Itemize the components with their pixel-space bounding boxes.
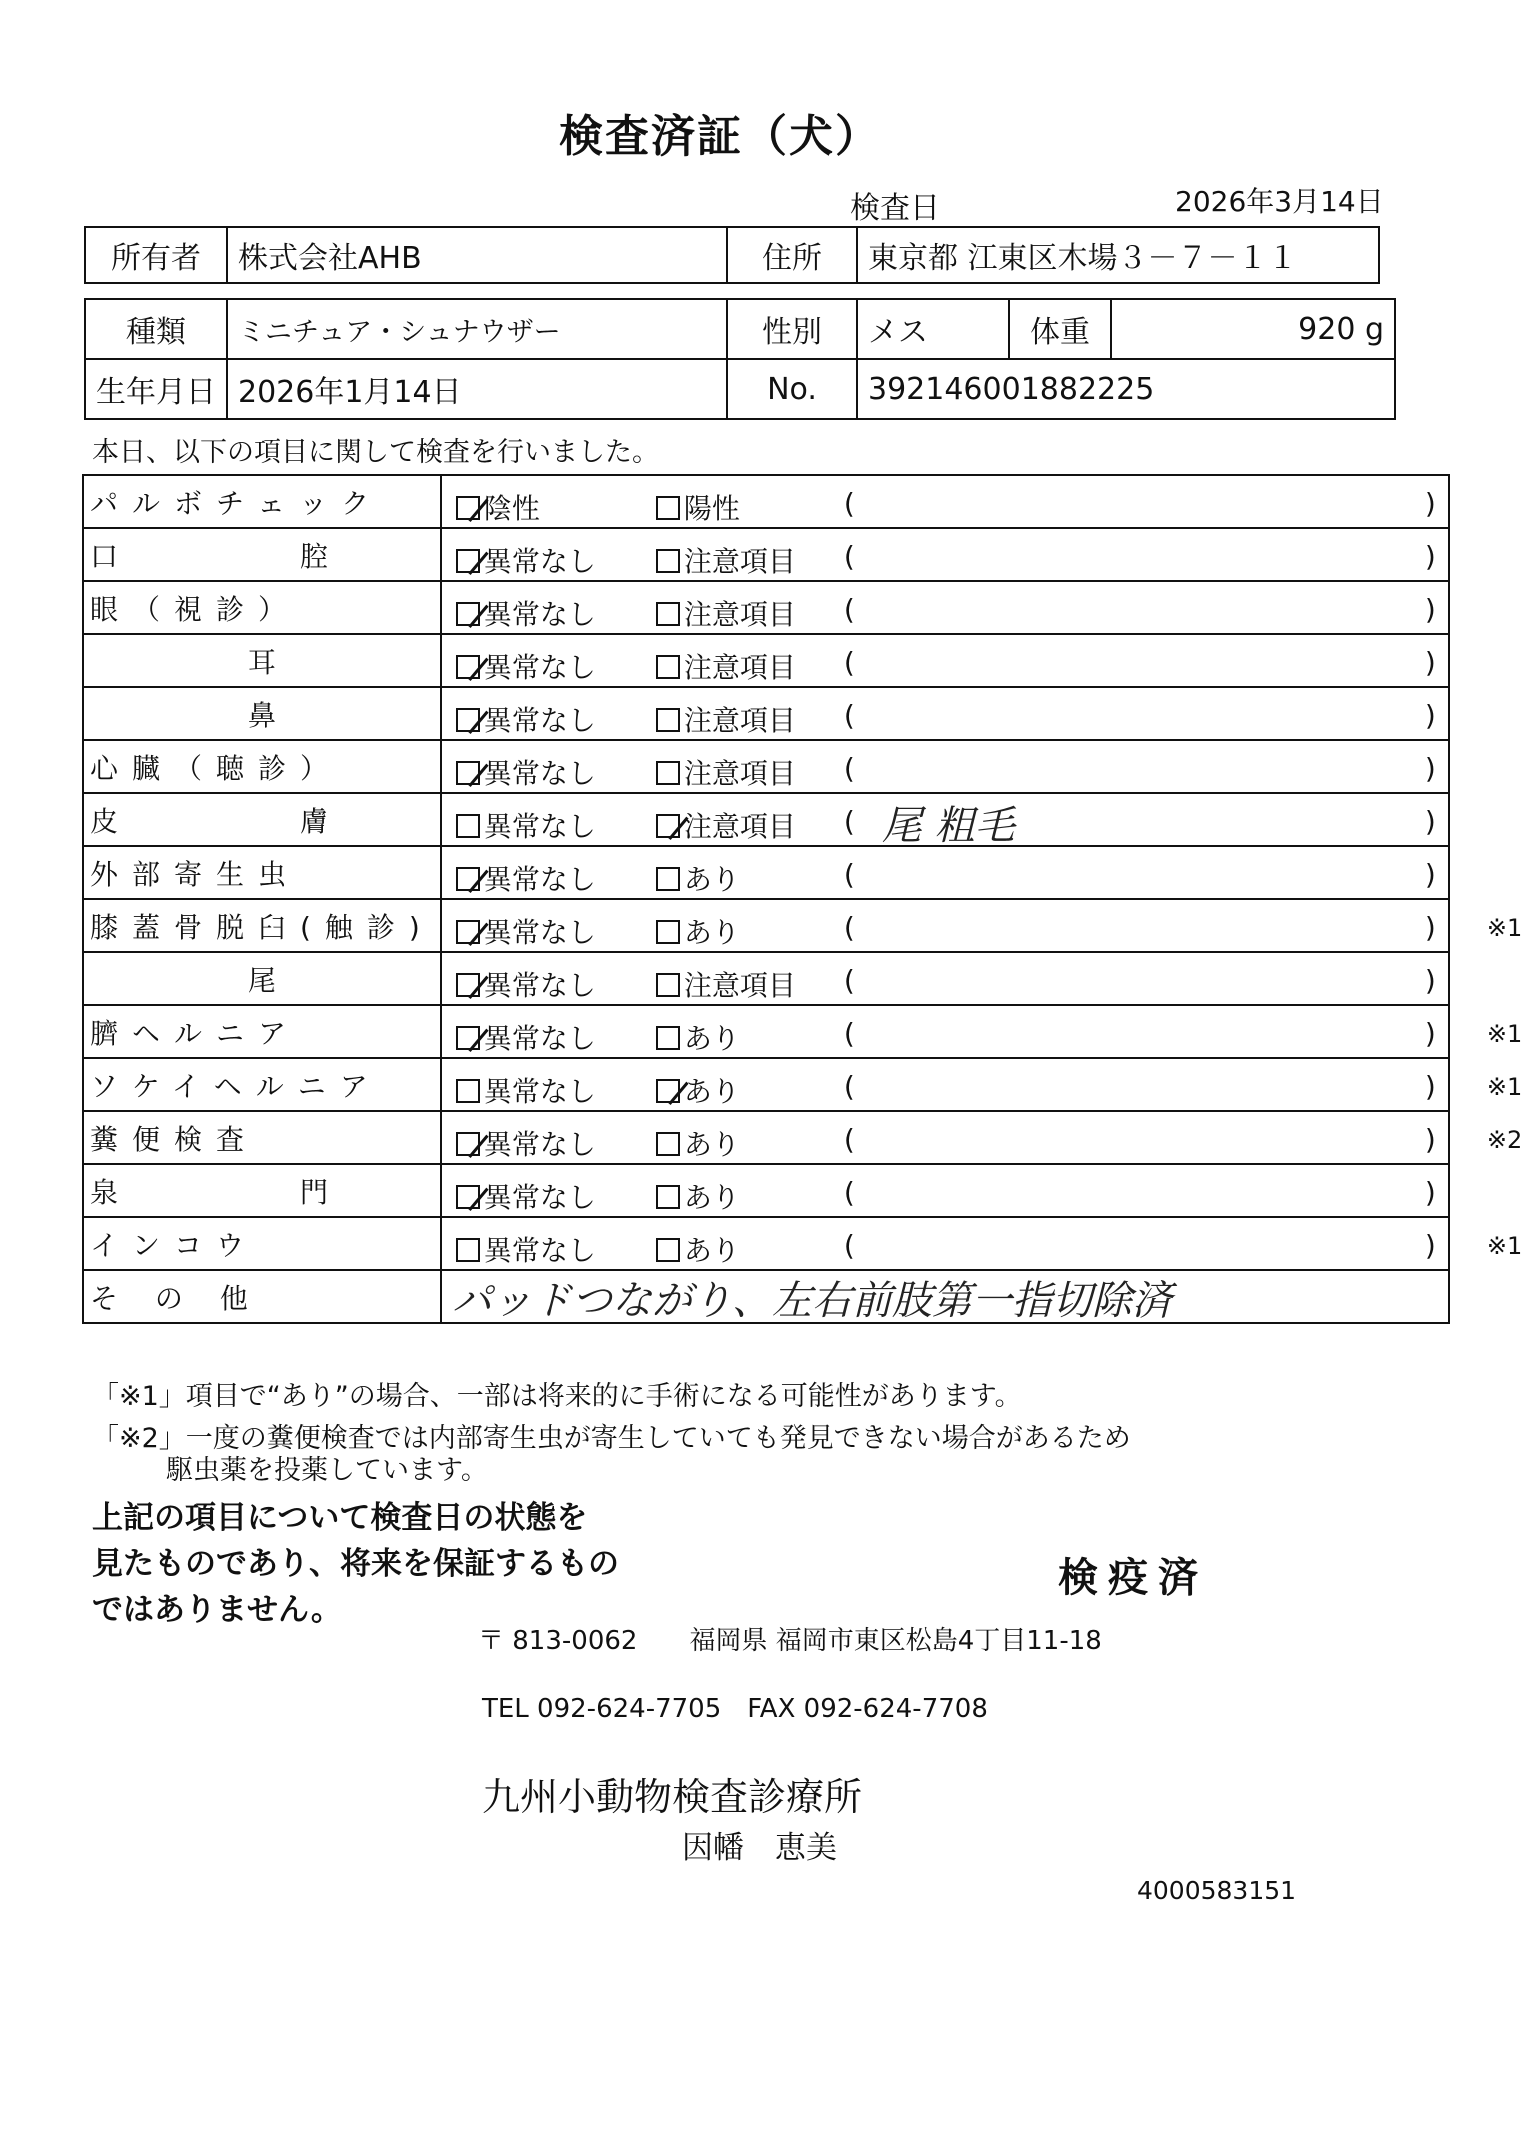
- address-value: 東京都 江東区木場３－７－１１: [857, 227, 1379, 283]
- option-attention[interactable]: [656, 593, 796, 633]
- footnote-marker: ※1: [1486, 1073, 1522, 1101]
- clinic-name: 九州小動物検査診療所: [482, 1775, 863, 1819]
- checkbox-icon[interactable]: [656, 1238, 680, 1262]
- remark-open-paren: (: [843, 752, 855, 785]
- exam-item-label: 泉 門: [83, 1164, 441, 1217]
- exam-row: [83, 581, 1449, 634]
- checkbox-icon[interactable]: [656, 867, 680, 891]
- option-label: 異常なし: [483, 757, 596, 790]
- checkbox-icon[interactable]: [656, 920, 680, 944]
- option-normal[interactable]: [456, 699, 596, 739]
- option-label: あり: [683, 916, 740, 949]
- checkbox-icon[interactable]: [456, 867, 480, 891]
- option-attention[interactable]: [656, 540, 796, 580]
- checkbox-icon[interactable]: [456, 496, 480, 520]
- cert-line: 見たものであり、将来を保証するもの: [92, 1546, 619, 1582]
- remark-close-paren: ): [1424, 646, 1436, 679]
- option-normal[interactable]: [456, 540, 596, 580]
- exam-row: [83, 475, 1449, 528]
- checkbox-icon[interactable]: [656, 708, 680, 732]
- option-attention[interactable]: [656, 1176, 740, 1216]
- option-normal[interactable]: [456, 752, 596, 792]
- remark-open-paren: (: [843, 911, 855, 944]
- footnote-marker: ※1: [1486, 1232, 1522, 1260]
- exam-item-label: インコウ: [83, 1217, 441, 1270]
- option-label: 異常なし: [483, 651, 596, 684]
- option-label: 異常なし: [483, 1234, 596, 1267]
- option-label: 注意項目: [683, 545, 796, 578]
- remark-handwritten: 尾 粗毛: [881, 803, 1015, 849]
- option-label: 異常なし: [483, 545, 596, 578]
- exam-item-label: パルボチェック: [83, 475, 441, 528]
- option-attention[interactable]: [656, 805, 796, 845]
- type-label: 種類: [85, 299, 227, 359]
- exam-row: [83, 528, 1449, 581]
- intro-text: 本日、以下の項目に関して検査を行いました。: [92, 437, 659, 468]
- birth-label: 生年月日: [85, 359, 227, 419]
- option-label: 注意項目: [683, 651, 796, 684]
- option-label: あり: [683, 1075, 740, 1108]
- option-label: 注意項目: [683, 757, 796, 790]
- weight-label: 体重: [1009, 299, 1111, 359]
- remark-close-paren: ): [1424, 752, 1436, 785]
- option-normal[interactable]: [456, 1017, 596, 1057]
- option-label: あり: [683, 1128, 740, 1161]
- remark-close-paren: ): [1424, 911, 1436, 944]
- exam-item-label: 鼻: [83, 687, 441, 740]
- no-label: No.: [727, 359, 857, 419]
- exam-item-label: 糞便検査: [83, 1111, 441, 1164]
- option-attention[interactable]: [656, 1123, 740, 1163]
- option-label: 異常なし: [483, 969, 596, 1002]
- footnote-marker: ※1: [1486, 1020, 1522, 1048]
- exam-item-label: 眼（視診）: [83, 581, 441, 634]
- footnote-marker: ※1: [1486, 914, 1522, 942]
- exam-table: [82, 474, 1522, 1324]
- exam-choices: [441, 634, 1449, 687]
- exam-choices: [441, 846, 1449, 899]
- option-attention[interactable]: [656, 487, 740, 527]
- remark-close-paren: ): [1424, 1123, 1436, 1156]
- option-normal[interactable]: [456, 911, 596, 951]
- option-attention[interactable]: [656, 911, 740, 951]
- exam-item-label: 耳: [83, 634, 441, 687]
- option-label: 異常なし: [483, 1022, 596, 1055]
- remark-close-paren: ): [1424, 1070, 1436, 1103]
- remark-close-paren: ): [1424, 964, 1436, 997]
- option-label: 注意項目: [683, 810, 796, 843]
- remark-open-paren: (: [843, 1176, 855, 1209]
- option-attention[interactable]: [656, 699, 796, 739]
- remark-close-paren: ): [1424, 805, 1436, 838]
- exam-date-value: 2026年3月14日: [1175, 185, 1384, 218]
- remark-open-paren: (: [843, 964, 855, 997]
- no-value: 392146001882225: [857, 359, 1395, 419]
- option-attention[interactable]: [656, 1070, 740, 1110]
- examiner-name: 因幡 恵美: [682, 1830, 837, 1866]
- option-label: あり: [683, 1181, 740, 1214]
- remark-close-paren: ): [1424, 487, 1436, 520]
- remark-open-paren: (: [843, 858, 855, 891]
- option-label: 注意項目: [683, 969, 796, 1002]
- remark-close-paren: ): [1424, 699, 1436, 732]
- checkbox-icon[interactable]: [456, 1079, 480, 1103]
- option-label: あり: [683, 1022, 740, 1055]
- option-label: 異常なし: [483, 863, 596, 896]
- remark-close-paren: ): [1424, 1017, 1436, 1050]
- option-normal[interactable]: [456, 1123, 596, 1163]
- checkbox-icon[interactable]: [456, 549, 480, 573]
- exam-row: [83, 952, 1449, 1005]
- exam-row: [83, 1111, 1449, 1164]
- exam-row: [83, 1164, 1449, 1217]
- remark-open-paren: (: [843, 805, 855, 838]
- option-attention[interactable]: [656, 1017, 740, 1057]
- option-label: 異常なし: [483, 1181, 596, 1214]
- checkbox-icon[interactable]: [456, 708, 480, 732]
- exam-choices: [441, 1111, 1522, 1164]
- sex-value: メス: [857, 299, 1009, 359]
- remark-open-paren: (: [843, 1229, 855, 1262]
- exam-choices: [441, 475, 1449, 528]
- checkbox-icon[interactable]: [456, 1238, 480, 1262]
- option-label: あり: [683, 863, 740, 896]
- checkbox-icon[interactable]: [656, 655, 680, 679]
- footnote-2-cont: 駆虫薬を投薬しています。: [166, 1455, 488, 1486]
- exam-row: [83, 740, 1449, 793]
- exam-choices: [441, 1005, 1522, 1058]
- option-normal[interactable]: [456, 1070, 596, 1110]
- option-normal[interactable]: [456, 646, 596, 686]
- exam-row: [83, 687, 1449, 740]
- exam-choices: [441, 1217, 1522, 1270]
- clinic-address: 〒 813-0062 福岡県 福岡市東区松島4丁目11-18: [478, 1626, 1102, 1656]
- exam-row: [83, 1005, 1449, 1058]
- cert-line: ではありません。: [92, 1592, 342, 1628]
- checkbox-icon[interactable]: [656, 602, 680, 626]
- checkbox-icon[interactable]: [656, 814, 680, 838]
- remark-close-paren: ): [1424, 858, 1436, 891]
- exam-row: [83, 634, 1449, 687]
- option-normal[interactable]: [456, 593, 596, 633]
- birth-value: 2026年1月14日: [227, 359, 727, 419]
- owner-table: [84, 226, 1380, 284]
- sex-label: 性別: [727, 299, 857, 359]
- exam-choices: [441, 528, 1449, 581]
- checkbox-icon[interactable]: [656, 973, 680, 997]
- checkbox-icon[interactable]: [456, 761, 480, 785]
- remark-open-paren: (: [843, 699, 855, 732]
- option-normal[interactable]: [456, 1176, 596, 1216]
- quarantine-stamp: 検疫済: [1058, 1555, 1208, 1601]
- option-attention[interactable]: [656, 1229, 740, 1269]
- remark-close-paren: ): [1424, 1229, 1436, 1262]
- checkbox-icon[interactable]: [656, 1079, 680, 1103]
- exam-choices: [441, 1164, 1449, 1217]
- remark-open-paren: (: [843, 1070, 855, 1103]
- exam-choices: [441, 740, 1449, 793]
- exam-item-label: 膝蓋骨脱臼(触診): [83, 899, 441, 952]
- footnote-marker: ※2: [1486, 1126, 1522, 1154]
- option-label: 陰性: [483, 492, 540, 525]
- checkbox-icon[interactable]: [456, 1185, 480, 1209]
- clinic-phone: TEL 092-624-7705 FAX 092-624-7708: [482, 1694, 988, 1724]
- option-label: 注意項目: [683, 598, 796, 631]
- option-attention[interactable]: [656, 964, 796, 1004]
- checkbox-icon[interactable]: [656, 549, 680, 573]
- exam-date-label: 検査日: [850, 191, 940, 226]
- type-value: ミニチュア・シュナウザー: [227, 299, 727, 359]
- exam-choices: [441, 899, 1522, 952]
- option-label: 異常なし: [483, 810, 596, 843]
- checkbox-icon[interactable]: [456, 1026, 480, 1050]
- exam-row: [83, 899, 1449, 952]
- checkbox-icon[interactable]: [656, 1132, 680, 1156]
- exam-choices: [441, 793, 1449, 849]
- exam-choices: [441, 1058, 1522, 1111]
- option-label: 異常なし: [483, 598, 596, 631]
- remark-open-paren: (: [843, 646, 855, 679]
- remark-open-paren: (: [843, 1123, 855, 1156]
- option-attention[interactable]: [656, 646, 796, 686]
- option-label: 異常なし: [483, 916, 596, 949]
- checkbox-icon[interactable]: [656, 1185, 680, 1209]
- checkbox-icon[interactable]: [456, 973, 480, 997]
- option-label: 異常なし: [483, 1128, 596, 1161]
- exam-row: [83, 1217, 1449, 1270]
- option-attention[interactable]: [656, 858, 740, 898]
- remark-close-paren: ): [1424, 540, 1436, 573]
- exam-item-label: 尾: [83, 952, 441, 1005]
- option-label: あり: [683, 1234, 740, 1267]
- exam-item-label: 外部寄生虫: [83, 846, 441, 899]
- exam-choices: [441, 687, 1449, 740]
- cert-line: 上記の項目について検査日の状態を: [92, 1500, 588, 1536]
- checkbox-icon[interactable]: [656, 1026, 680, 1050]
- address-label: 住所: [727, 227, 857, 283]
- document-title: 検査済証（犬）: [559, 111, 881, 162]
- checkbox-icon[interactable]: [456, 655, 480, 679]
- remark-open-paren: (: [843, 1017, 855, 1050]
- option-normal[interactable]: [456, 1229, 596, 1269]
- exam-row: [83, 846, 1449, 899]
- exam-row: [83, 1058, 1449, 1111]
- checkbox-icon[interactable]: [456, 602, 480, 626]
- exam-item-label: 皮 膚: [83, 793, 441, 846]
- option-normal[interactable]: [456, 858, 596, 898]
- exam-row: [83, 793, 1449, 846]
- exam-item-label: 臍ヘルニア: [83, 1005, 441, 1058]
- option-attention[interactable]: [656, 752, 796, 792]
- other-label: そ の 他: [83, 1270, 441, 1323]
- weight-value: 920 g: [1111, 299, 1395, 359]
- footnote-2: 「※2」一度の糞便検査では内部寄生虫が寄生していても発見できない場合があるため: [92, 1423, 1131, 1454]
- option-label: 異常なし: [483, 704, 596, 737]
- option-normal[interactable]: [456, 964, 596, 1004]
- owner-value: 株式会社AHB: [227, 227, 727, 283]
- footnote-1: 「※1」項目で“あり”の場合、一部は将来的に手術になる可能性があります。: [92, 1381, 1022, 1412]
- owner-label: 所有者: [85, 227, 227, 283]
- exam-choices: [441, 952, 1449, 1005]
- remark-open-paren: (: [843, 487, 855, 520]
- exam-item-label: ソケイヘルニア: [83, 1058, 441, 1111]
- certification-statement: [92, 1495, 619, 1633]
- document-number: 4000583151: [1137, 1876, 1297, 1905]
- animal-table: [84, 298, 1396, 420]
- option-normal[interactable]: [456, 487, 540, 527]
- checkbox-icon[interactable]: [656, 761, 680, 785]
- other-cell: [441, 1270, 1449, 1323]
- option-normal[interactable]: [456, 805, 596, 845]
- checkbox-icon[interactable]: [456, 814, 480, 838]
- remark-close-paren: ): [1424, 1176, 1436, 1209]
- remark-open-paren: (: [843, 593, 855, 626]
- checkbox-icon[interactable]: [656, 496, 680, 520]
- option-label: 異常なし: [483, 1075, 596, 1108]
- remark-close-paren: ): [1424, 593, 1436, 626]
- option-label: 注意項目: [683, 704, 796, 737]
- remark-open-paren: (: [843, 540, 855, 573]
- exam-item-label: 心臓（聴診）: [83, 740, 441, 793]
- checkbox-icon[interactable]: [456, 1132, 480, 1156]
- option-label: 陽性: [683, 492, 740, 525]
- exam-item-label: 口 腔: [83, 528, 441, 581]
- exam-choices: [441, 581, 1449, 634]
- other-handwritten-text: パッドつながり、左右前肢第一指切除済: [451, 1278, 1172, 1324]
- checkbox-icon[interactable]: [456, 920, 480, 944]
